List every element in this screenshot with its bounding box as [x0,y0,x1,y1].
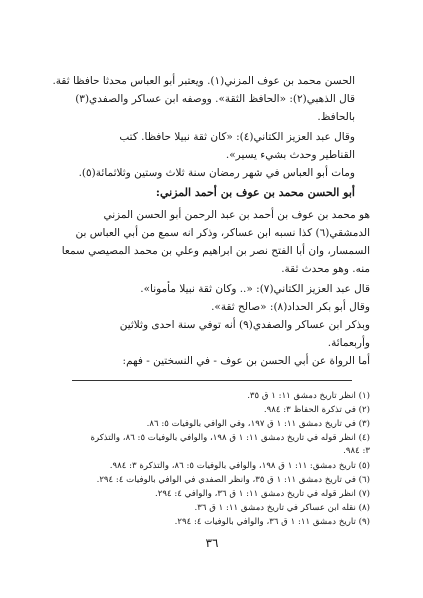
body-line-16: أما الرواة عن أبي الحسن بن عوف - في النسختين - فهم: [122,355,370,367]
footnote-8: (٨) نقله ابن عساكر في تاريخ دمشق ١١: ١ ق ٣٦. [194,503,370,513]
footnote-2: (٢) في تذكرة الحفاظ ٣: ٩٨٤. [263,405,370,415]
footnote-5: (٥) تاريخ دمشق: ١١: ١ ق ١٩٨، والوافي بالوفيات ٥: ٨٦، والتذكرة ٣: ٩٨٤. [109,461,370,471]
body-line-3: بالحافظ. [317,111,355,123]
body-line-15: وأربعمائة. [327,337,370,349]
body-line-5: القناطير وحدث بشيء يسير». [225,149,355,161]
footnote-7: (٧) انظر قوله في تاريخ دمشق ١١: ١ ق ٣٦، والوافي ٤: ٢٩٤. [155,489,370,499]
footnote-1: (١) انظر تاريخ دمشق ١١: ١ ق ٣٥. [247,391,370,401]
footnote-3: (٣) في تاريخ دمشق ١١: ١ ق ١٩٧، وفي الوافي بالوفيات ٥: ٨٦. [146,419,370,429]
body-line-12: قال عبد العزيز الكتاني(٧): «.. وكان ثقة نبيلا مأمونا». [140,283,370,295]
section-heading: أبو الحسن محمد بن عوف بن أحمد المزني: [155,186,355,199]
body-line-11: منه. وهو محدث ثقة. [281,263,370,275]
footnote-4: (٤) انظر قوله في تاريخ دمشق ١١: ١ ق ١٩٨، والوافي بالوفيات ٥: ٨٦، والتذكرة [90,433,370,443]
body-line-14: وبذكر ابن عساكر والصفدي(٩) أنه توفي سنة احدى وثلاثين [119,319,370,331]
body-line-10: السمسار، وان أبا الفتح نصر بن ابراهيم وعلي بن محمد المصيصي سمعا [61,245,370,257]
body-line-6: ومات أبو العباس في شهر رمضان سنة ثلاث وستين وثلاثمائة(٥). [78,167,355,179]
body-line-1: الحسن محمد بن عوف المزني(١). ويعتبر أبو العباس محدثا حافظا ثقة. [52,75,355,87]
footnote-separator [72,380,352,381]
footnote-6: (٦) في تاريخ دمشق ١١: ١ ق ٣٥، وانظر الصفدي في الوافي بالوفيات ٤: ٢٩٤. [96,475,370,485]
body-line-13: وقال أبو بكر الحداد(٨): «صالح ثقة». [211,301,370,313]
page-number: ٣٦ [205,536,219,550]
footnote-9: (٩) تاريخ دمشق ١١: ١ ق ٣٦، والوافي بالوفيات ٤: ٢٩٤. [174,517,370,527]
body-line-2: قال الذهبي(٢): «الحافظ الثقة». ووصفه ابن عساكر والصفدي(٣) [75,93,355,105]
body-line-4: وقال عبد العزيز الكتاني(٤): «كان ثقة نبيلا حافظا. كتب [119,131,355,143]
footnote-4-continued: ٣: ٩٨٤. [343,446,370,456]
body-line-9: الدمشقي(٦) كذا نسبه ابن عساكر، وذكر انه سمع من أبي العباس بن [75,227,370,239]
body-line-8: هو محمد بن عوف بن أحمد بن عبد الرحمن أبو الحسن المزني [103,209,370,221]
